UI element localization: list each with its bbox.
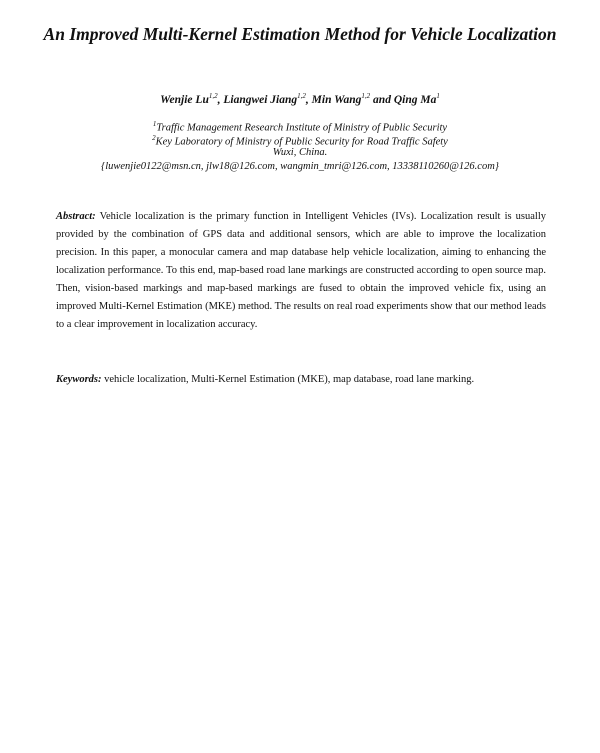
keywords-label: Keywords: [56, 374, 102, 385]
author-affiliation-mark: 1,2 [297, 92, 306, 100]
author-name: Liangwei Jiang [223, 93, 298, 106]
author-affiliation-mark: 1,2 [361, 92, 371, 100]
affiliation-location: Wuxi, China. [272, 147, 328, 158]
paper-title: An Improved Multi-Kernel Estimation Method for Vehicle Localization [43, 24, 557, 44]
keywords [56, 371, 556, 389]
author-separator: and [370, 93, 394, 106]
author-affiliation-mark: 1,2 [208, 92, 218, 100]
affiliation-mark: 1 [152, 120, 157, 128]
affiliation-text: Traffic Management Research Institute of Ministry of Public Security [156, 122, 448, 134]
author [394, 94, 440, 106]
abstract-text: Vehicle localization is the primary function in Intelligent Vehicles (IVs). Localization result is usually provided by the combination of GPS data and additional sensors, which are able to improve the localization precision. In this paper, a monocular camera and map database help vehicle localization, aiming to enhancing the localization performance. To this end, map-based road lane markings are constructed according to open source map. Then, vision-based markings and map-based markings are fused to obtain the improved vehicle fix, using an improved Multi-Kernel Estimation (MKE) method. The results on real road experiments show that our method leads to a clear improvement in localization accuracy. [56, 211, 547, 330]
affiliation-mark: 2 [152, 134, 156, 142]
author [223, 94, 311, 106]
affiliation-text: Key Laboratory of Ministry of Public Security for Road Traffic Safety [155, 136, 448, 148]
author [160, 94, 223, 106]
abstract [56, 208, 546, 334]
author-separator: , [217, 93, 224, 106]
author-affiliation-mark: 1 [436, 92, 440, 100]
author-separator: , [305, 93, 312, 106]
author-name: Qing Ma [393, 93, 437, 106]
author [312, 94, 394, 106]
author-name: Wenjie Lu [160, 93, 209, 106]
abstract-label: Abstract: [56, 211, 96, 222]
author-list [30, 92, 570, 106]
author-name: Min Wang [311, 93, 362, 106]
keywords-text: vehicle localization, Multi-Kernel Estimation (MKE), map database, road lane marking. [104, 374, 475, 385]
author-emails: {luwenjie0122@msn.cn, jlw18@126.com, wangmin_tmri@126.com, 13338110260@126.com} [101, 161, 499, 172]
